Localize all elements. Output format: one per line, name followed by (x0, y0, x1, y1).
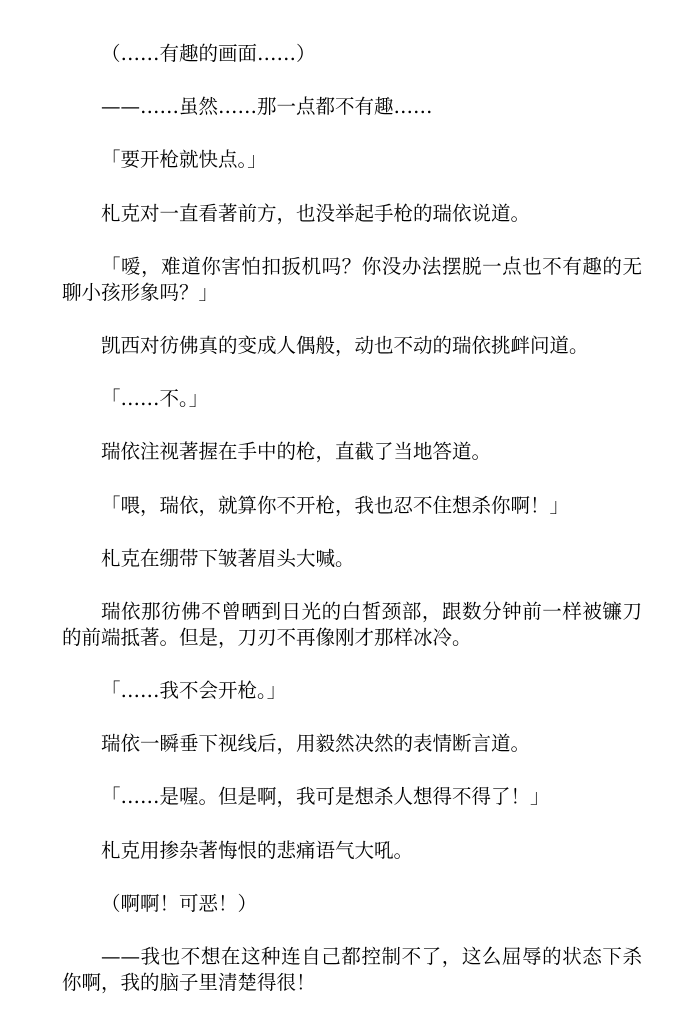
paragraph-2: ——……虽然……那一点都不有趣…… (101, 95, 433, 119)
paragraph-1: （……有趣的画面……） (101, 42, 316, 65)
paragraph-16: （啊啊！可恶！） (101, 891, 258, 915)
paragraph-15: 札克用掺杂著悔恨的悲痛语气大吼。 (101, 838, 414, 862)
paragraph-12: 「……我不会开枪。」 (101, 679, 287, 703)
paragraph-5: 「嗳，难道你害怕扣扳机吗？你没办法摆脱一点也不有趣的无聊小孩形象吗？」 (62, 254, 642, 304)
paragraph-13: 瑞依一瞬垂下视线后，用毅然决然的表情断言道。 (101, 732, 531, 756)
paragraph-10: 札克在绷带下皱著眉头大喊。 (101, 546, 355, 570)
paragraph-9: 「喂，瑞依，就算你不开枪，我也忍不住想杀你啊！」 (101, 493, 570, 517)
paragraph-8: 瑞依注视著握在手中的枪，直截了当地答道。 (101, 440, 492, 464)
paragraph-17: ——我也不想在这种连自己都控制不了，这么屈辱的状态下杀你啊，我的脑子里清楚得很！ (62, 945, 642, 994)
paragraph-7: 「……不。」 (101, 387, 209, 411)
paragraph-11: 瑞依那彷佛不曾晒到日光的白皙颈部，跟数分钟前一样被镰刀的前端抵著。但是，刀刃不再像刚才那样冰冷。 (62, 599, 642, 649)
paragraph-14: 「……是喔。但是啊，我可是想杀人想得不得了！」 (101, 785, 550, 809)
paragraph-4: 札克对一直看著前方，也没举起手枪的瑞依说道。 (101, 201, 531, 225)
paragraph-3: 「要开枪就快点。」 (101, 148, 267, 172)
document-page (62, 41, 642, 1023)
paragraph-6: 凯西对彷佛真的变成人偶般，动也不动的瑞依挑衅问道。 (101, 333, 589, 357)
